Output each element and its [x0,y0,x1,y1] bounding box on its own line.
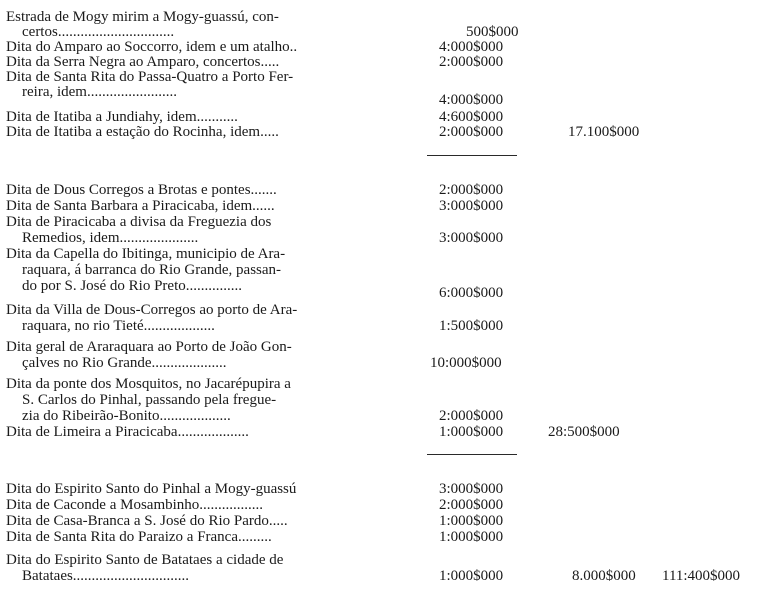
entry-description: çalves no Rio Grande.................... [22,355,227,371]
entry-description: Dita geral de Araraquara ao Porto de João Gon- [6,339,292,355]
entry-description: Remedios, idem..................... [22,230,199,246]
entry-value: 3:000$000 [439,481,504,497]
entry-description: Dita da Villa de Dous-Corregos ao porto de Ara- [6,302,298,318]
entry-description: Dita de Limeira a Piracicaba................... [6,424,249,440]
entry-description: Dita do Espirito Santo de Batataes a cidade de [6,552,284,568]
entry-description: Dita de Piracicaba a divisa da Freguezia dos [6,214,272,230]
entry-description: raquara, á barranca do Rio Grande, passan- [22,262,282,278]
entry-description: S. Carlos do Pinhal, passando pela fregue- [22,392,277,408]
entry-description: Dita de Caconde a Mosambinho................. [6,497,264,513]
entry-value: 2:000$000 [439,124,504,140]
entry-description: raquara, no rio Tieté................... [22,318,215,334]
grand-total: 111:400$000 [662,568,741,584]
entry-value: 1:500$000 [439,318,504,334]
sum-rule [427,454,517,455]
entry-description: reira, idem........................ [22,84,177,100]
section-subtotal: 28:500$000 [548,424,620,440]
entry-value: 4:000$000 [439,92,504,108]
entry-value: 1:000$000 [439,424,504,440]
entry-description: Dita do Amparo ao Soccorro, idem e um atalho.. [6,39,298,55]
entry-description: Dita da Serra Negra ao Amparo, concertos..... [6,54,280,70]
entry-description: Dita de Itatiba a Jundiahy, idem........... [6,109,238,125]
sum-rule [427,155,517,156]
entry-value: 3:000$000 [439,198,504,214]
entry-description: Dita de Casa-Branca a S. José do Rio Pardo..... [6,513,288,529]
entry-value: 500$000 [466,24,519,40]
entry-value: 1:000$000 [439,529,504,545]
entry-value: 1:000$000 [439,568,504,584]
entry-description: do por S. José do Rio Preto............... [22,278,243,294]
entry-description: Dita de Santa Rita do Paraizo a Franca......... [6,529,272,545]
entry-value: 1:000$000 [439,513,504,529]
entry-value: 4:600$000 [439,109,504,125]
entry-description: certos............................... [22,24,175,40]
entry-value: 2:000$000 [439,497,504,513]
entry-description: Dita de Itatiba a estação do Rocinha, idem..... [6,124,279,140]
entry-value: 3:000$000 [439,230,504,246]
entry-value: 4:000$000 [439,39,504,55]
entry-description: Dita da ponte dos Mosquitos, no Jacarépupira a [6,376,291,392]
section-subtotal: 17.100$000 [568,124,640,140]
entry-value: 2:000$000 [439,408,504,424]
entry-description: Batataes............................... [22,568,190,584]
entry-value: 10:000$000 [430,355,502,371]
entry-value: 6:000$000 [439,285,504,301]
entry-description: zia do Ribeirão-Bonito................... [22,408,231,424]
entry-value: 2:000$000 [439,182,504,198]
entry-description: Dita de Santa Rita do Passa-Quatro a Porto Fer- [6,69,294,85]
section-subtotal: 8.000$000 [572,568,636,584]
entry-description: Dita da Capella do Ibitinga, municipio de Ara- [6,246,286,262]
entry-description: Dita de Santa Barbara a Piracicaba, idem...... [6,198,275,214]
entry-description: Dita do Espirito Santo do Pinhal a Mogy-guassú [6,481,297,497]
entry-description: Dita de Dous Corregos a Brotas e pontes....... [6,182,277,198]
entry-description: Estrada de Mogy mirim a Mogy-guassú, con- [6,9,279,25]
entry-value: 2:000$000 [439,54,504,70]
